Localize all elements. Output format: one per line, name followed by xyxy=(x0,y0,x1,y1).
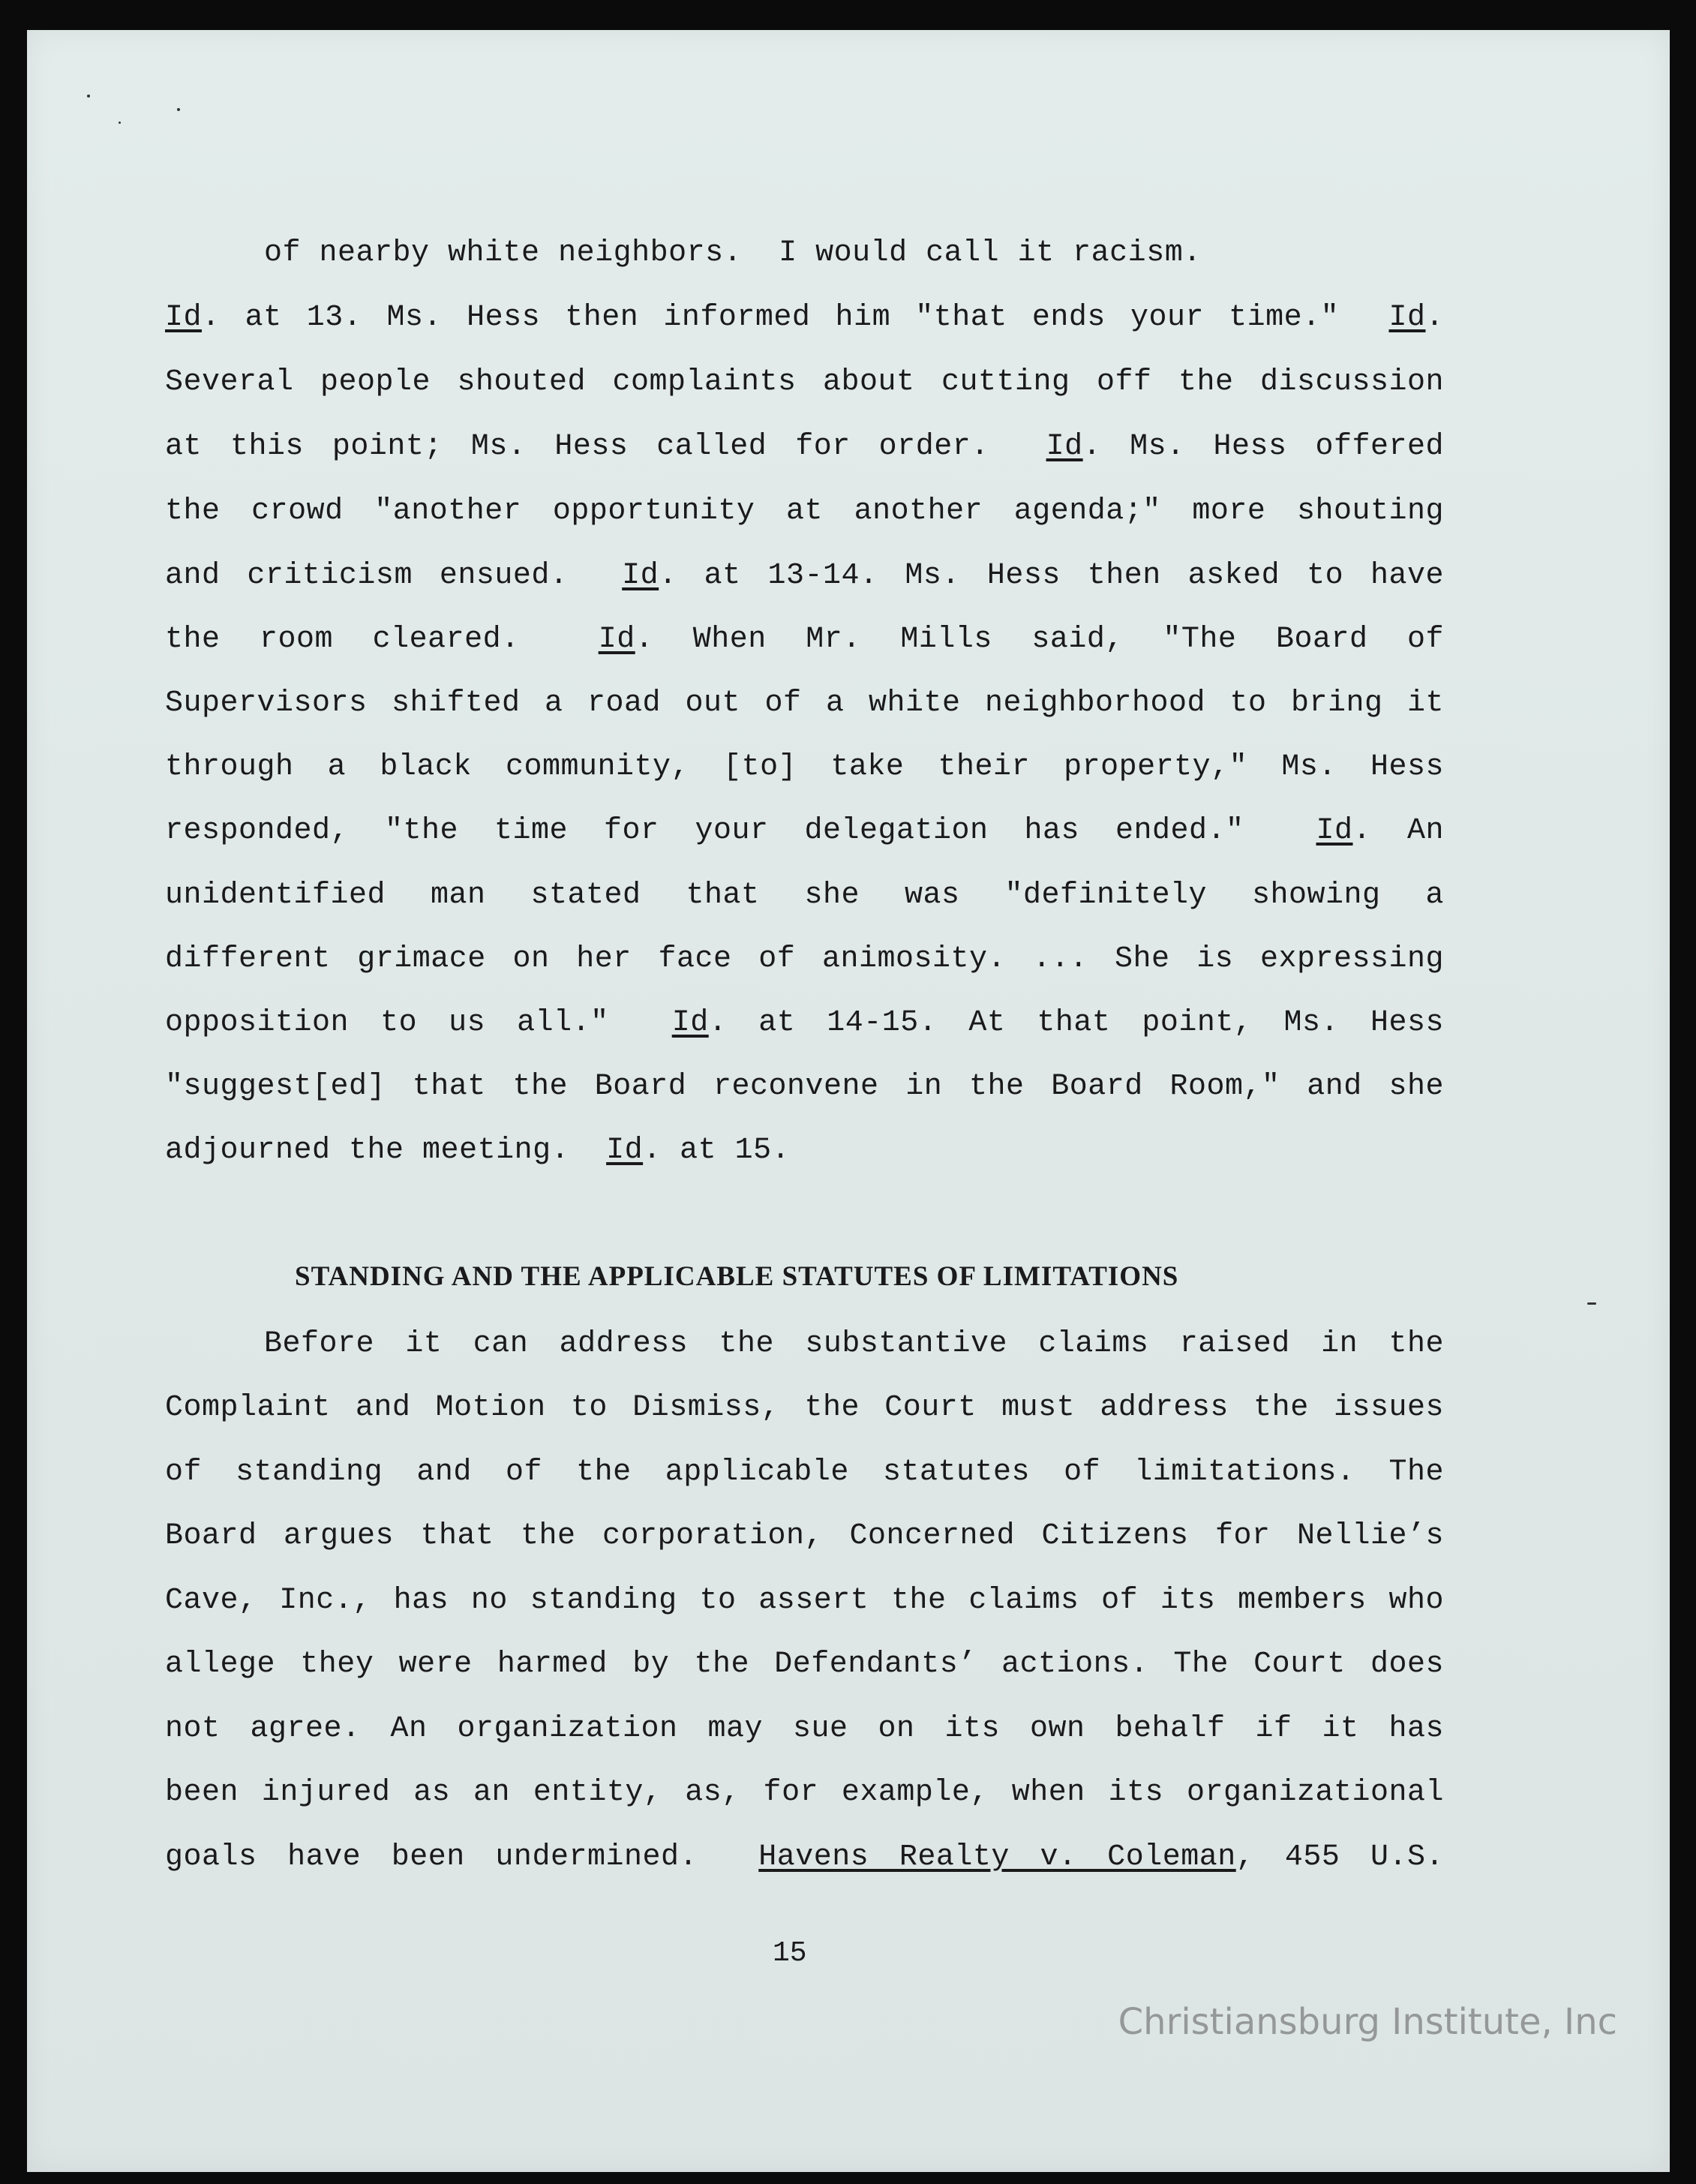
text-line-13: opposition to us all." Id. at 14-15. At that point, Ms. Hess xyxy=(165,1006,1444,1040)
text-line-16: Before it can address the substantive claims raised in the xyxy=(264,1327,1444,1361)
text-line-23: been injured as an entity, as, for example, when its organizational xyxy=(165,1776,1444,1810)
text-line-4: at this point; Ms. Hess called for order. Id. Ms. Hess offered xyxy=(165,430,1445,464)
text-line-7: the room cleared. Id. When Mr. Mills said, "The Board of xyxy=(165,623,1445,656)
text-line-14: "suggest[ed] that the Board reconvene in the Board Room," and she xyxy=(165,1070,1444,1104)
section-heading: STANDING AND THE APPLICABLE STATUTES OF LIMITATIONS xyxy=(295,1261,1179,1292)
id-citation: Id xyxy=(1046,430,1083,464)
text-line-12: different grimace on her face of animosity. ... She is expressing xyxy=(165,942,1444,976)
text-line-24: goals have been undermined. Havens Realty v. Coleman, 455 U.S. xyxy=(165,1840,1445,1874)
text-line-2: Id. at 13. Ms. Hess then informed him "that ends your time." Id. xyxy=(165,301,1444,335)
text-line-17: Complaint and Motion to Dismiss, the Court must address the issues xyxy=(165,1391,1444,1425)
text-line-8: Supervisors shifted a road out of a white neighborhood to bring it xyxy=(165,686,1444,720)
text-line-21: allege they were harmed by the Defendants’ actions. The Court does xyxy=(165,1648,1444,1681)
text-line-22: not agree. An organization may sue on its own behalf if it has xyxy=(165,1712,1444,1746)
id-citation: Id xyxy=(1316,814,1353,848)
text-line-19: Board argues that the corporation, Concerned Citizens for Nellie’s xyxy=(165,1519,1444,1553)
id-citation: Id xyxy=(622,559,659,593)
text-line-18: of standing and of the applicable statutes of limitations. The xyxy=(165,1455,1444,1489)
text-line-10: responded, "the time for your delegation has ended." Id. An xyxy=(165,814,1445,848)
id-citation: Id xyxy=(671,1006,709,1040)
text-line-1: of nearby white neighbors. I would call it racism. xyxy=(264,236,1202,270)
text-line-15: adjourned the meeting. Id. at 15. xyxy=(165,1134,791,1167)
id-citation: Id xyxy=(606,1134,644,1167)
text-line-11: unidentified man stated that she was "definitely showing a xyxy=(165,879,1444,912)
text-line-6: and criticism ensued. Id. at 13-14. Ms. Hess then asked to have xyxy=(165,559,1444,593)
page-number: 15 xyxy=(773,1937,807,1969)
case-citation: Havens Realty v. Coleman xyxy=(758,1840,1236,1874)
text-line-20: Cave, Inc., has no standing to assert the claims of its members who xyxy=(165,1584,1444,1618)
id-citation: Id xyxy=(1388,301,1426,335)
text-line-5: the crowd "another opportunity at another agenda;" more shouting xyxy=(165,494,1444,528)
id-citation: Id xyxy=(598,623,635,656)
watermark: Christiansburg Institute, Inc xyxy=(1118,2001,1617,2043)
text-line-9: through a black community, [to] take their property," Ms. Hess xyxy=(165,750,1444,784)
text-line-3: Several people shouted complaints about cutting off the discussion xyxy=(165,365,1444,399)
id-citation: Id xyxy=(165,301,203,335)
